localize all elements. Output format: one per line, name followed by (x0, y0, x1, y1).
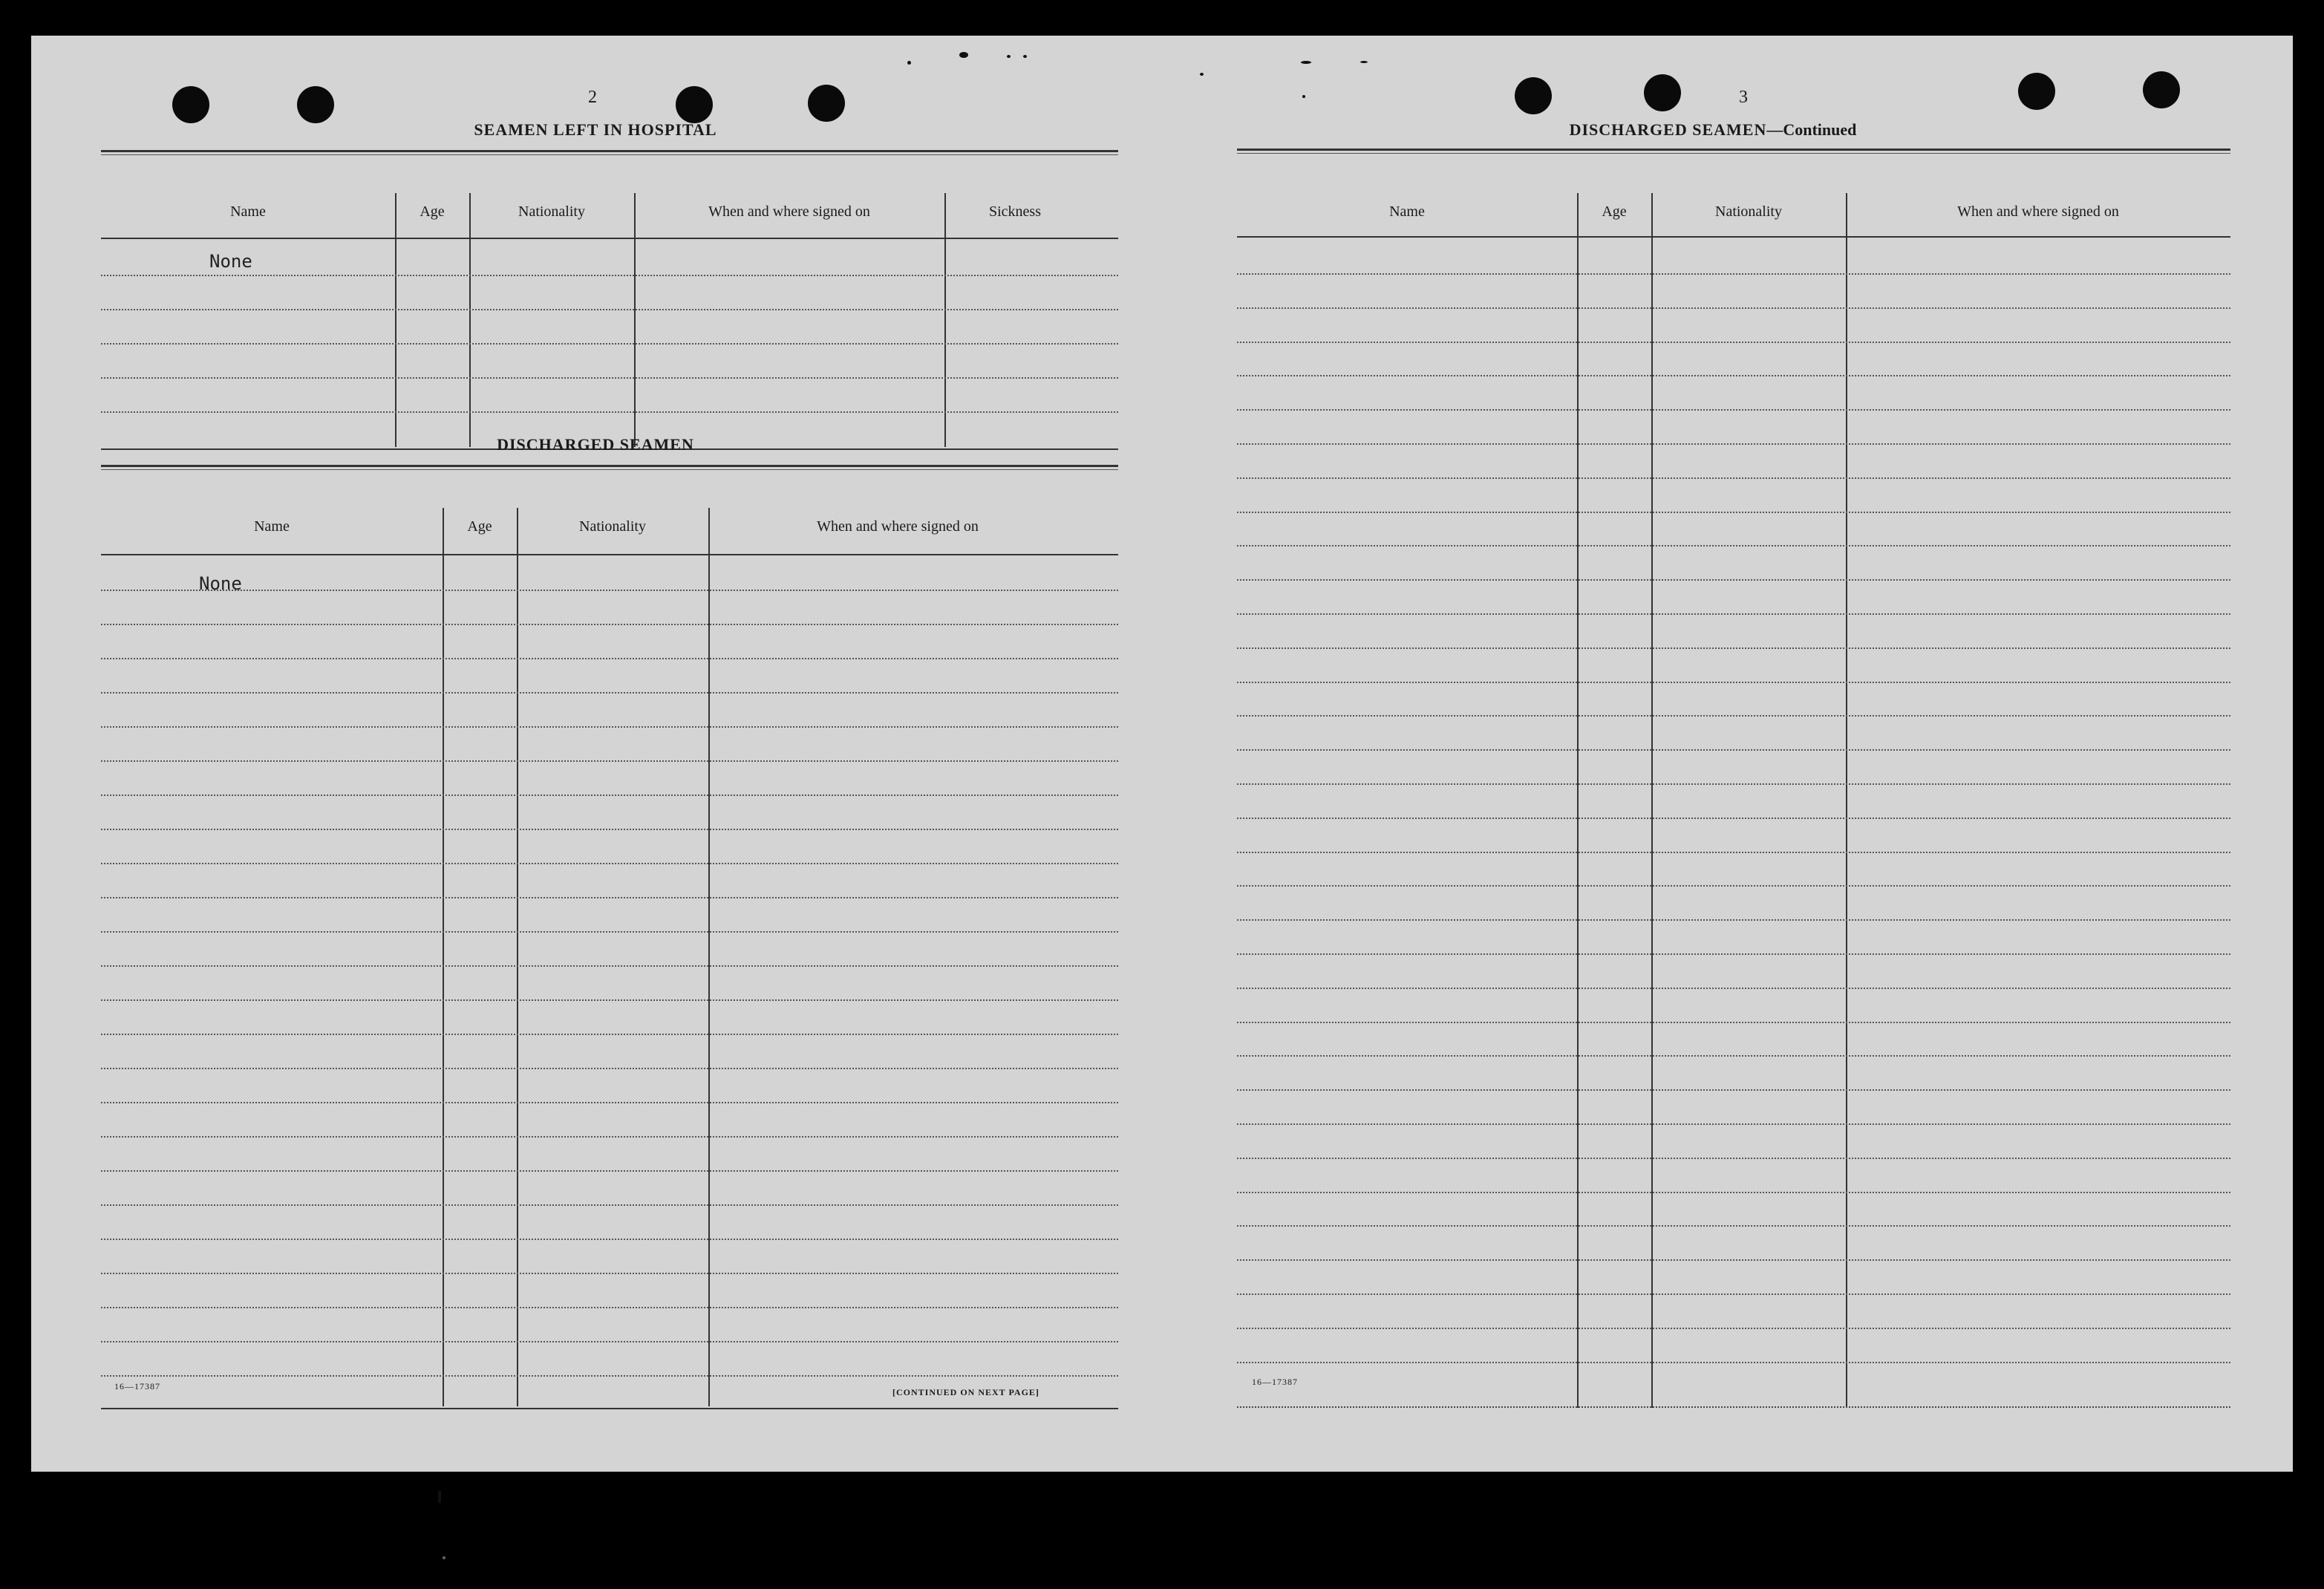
table-row (1237, 443, 2230, 445)
continued-note: [CONTINUED ON NEXT PAGE] (892, 1387, 1039, 1397)
punch-hole (808, 85, 845, 122)
table-row (101, 658, 1118, 659)
column-divider (517, 508, 518, 1406)
ink-speck (438, 1491, 441, 1503)
table-row (1237, 647, 2230, 649)
table-row (1237, 613, 2230, 615)
table-row (1237, 512, 2230, 513)
table-row (101, 624, 1118, 625)
table-row (101, 1375, 1118, 1377)
table-row (1237, 885, 2230, 887)
table-row (1237, 818, 2230, 819)
table-row (101, 377, 1118, 379)
table-row (101, 1239, 1118, 1240)
hospital-table (101, 150, 1118, 454)
column-header-nationality: Nationality (518, 203, 585, 220)
section-title-discharged-continued (1546, 120, 1880, 140)
table-row (1237, 1328, 2230, 1329)
column-header-age: Age (420, 203, 445, 220)
section-title-suffix: —Continued (1766, 120, 1857, 139)
table-row (1237, 682, 2230, 683)
table-row (101, 794, 1118, 796)
table-row (1237, 953, 2230, 955)
table-row (101, 1136, 1118, 1138)
table-row (1237, 579, 2230, 581)
table-row (101, 692, 1118, 694)
punch-hole (1644, 74, 1681, 111)
table-row (101, 1307, 1118, 1308)
column-divider (708, 508, 710, 1406)
table-row (1237, 342, 2230, 343)
table-row (1237, 307, 2230, 309)
punch-hole (2143, 71, 2180, 108)
column-header-age: Age (467, 518, 492, 535)
column-header-age: Age (1602, 203, 1627, 220)
punch-hole (1515, 77, 1552, 114)
table-row (1237, 1225, 2230, 1227)
punch-hole (172, 86, 209, 123)
table-row (101, 897, 1118, 898)
table-row (1237, 783, 2230, 785)
discharged-entry-name: None (199, 573, 242, 594)
page-number-left: 2 (588, 88, 597, 107)
table-row (1237, 919, 2230, 921)
table-row (101, 1102, 1118, 1103)
header-underline (1237, 236, 2230, 238)
table-row (101, 1068, 1118, 1069)
table-row (101, 999, 1118, 1001)
section-title-text: DISCHARGED SEAMEN (1569, 120, 1767, 139)
table-top-rule (101, 150, 1118, 152)
table-row (1237, 1293, 2230, 1295)
table-row (101, 1204, 1118, 1206)
ink-speck (1200, 73, 1204, 76)
section-title-discharged: DISCHARGED SEAMEN (497, 435, 694, 454)
section-title-hospital: SEAMEN LEFT IN HOSPITAL (474, 120, 717, 139)
table-row (101, 829, 1118, 830)
punch-hole (676, 86, 713, 123)
punch-hole (297, 86, 334, 123)
table-row (1237, 1089, 2230, 1091)
form-number-right: 16—17387 (1252, 1377, 1298, 1387)
table-row (1237, 1259, 2230, 1261)
column-header-nationality: Nationality (579, 518, 646, 535)
table-row (101, 275, 1118, 276)
column-header-signed-on: When and where signed on (708, 203, 870, 220)
ink-speck (1301, 61, 1311, 64)
table-row (101, 863, 1118, 864)
header-underline (101, 238, 1118, 239)
column-divider (395, 193, 396, 447)
header-underline (101, 554, 1118, 555)
table-row (101, 590, 1118, 591)
table-row (1237, 1192, 2230, 1193)
table-row (101, 343, 1118, 345)
column-header-name: Name (254, 518, 290, 535)
table-bottom-rule (1237, 1406, 2230, 1408)
table-top-rule (101, 465, 1118, 467)
ink-speck (959, 52, 968, 58)
table-row (1237, 715, 2230, 717)
table-row (101, 726, 1118, 728)
table-row (1237, 852, 2230, 853)
form-number-left: 16—17387 (114, 1381, 160, 1391)
table-row (101, 1273, 1118, 1274)
discharged-table-right (1237, 149, 2230, 1411)
table-row (1237, 477, 2230, 479)
ink-speck (443, 1556, 445, 1559)
table-row (1237, 988, 2230, 989)
table-row (1237, 409, 2230, 411)
table-row (1237, 1362, 2230, 1363)
discharged-table-left (101, 465, 1118, 1423)
table-top-rule (101, 469, 1118, 470)
table-row (1237, 273, 2230, 275)
table-row (1237, 1055, 2230, 1057)
ink-speck (1360, 61, 1368, 63)
column-header-sickness: Sickness (989, 203, 1041, 220)
ink-speck (907, 61, 911, 65)
table-row (1237, 545, 2230, 546)
column-header-name: Name (1389, 203, 1425, 220)
table-row (101, 309, 1118, 310)
table-row (101, 965, 1118, 967)
table-row (1237, 375, 2230, 376)
hospital-entry-name: None (209, 251, 252, 272)
column-divider (469, 193, 471, 447)
table-row (1237, 1022, 2230, 1023)
table-bottom-rule (101, 1408, 1118, 1409)
table-row (101, 931, 1118, 933)
table-top-rule (101, 154, 1118, 155)
column-divider (944, 193, 946, 447)
column-header-name: Name (230, 203, 266, 220)
table-top-rule (1237, 153, 2230, 154)
punch-hole (2018, 73, 2055, 110)
table-row (1237, 1158, 2230, 1159)
table-top-rule (1237, 149, 2230, 151)
column-header-signed-on: When and where signed on (1957, 203, 2119, 220)
column-divider (443, 508, 444, 1406)
table-row (101, 1341, 1118, 1342)
form-sheet (31, 36, 2293, 1472)
ink-speck (1007, 55, 1011, 58)
table-row (101, 1170, 1118, 1172)
ink-speck (1302, 95, 1305, 98)
page-number-right: 3 (1739, 88, 1748, 107)
column-divider (634, 193, 636, 447)
table-row (101, 1034, 1118, 1035)
table-row (1237, 1123, 2230, 1125)
column-header-signed-on: When and where signed on (817, 518, 979, 535)
column-header-nationality: Nationality (1715, 203, 1782, 220)
table-row (101, 760, 1118, 762)
table-row (101, 411, 1118, 413)
ink-speck (1023, 55, 1027, 58)
table-row (1237, 749, 2230, 751)
